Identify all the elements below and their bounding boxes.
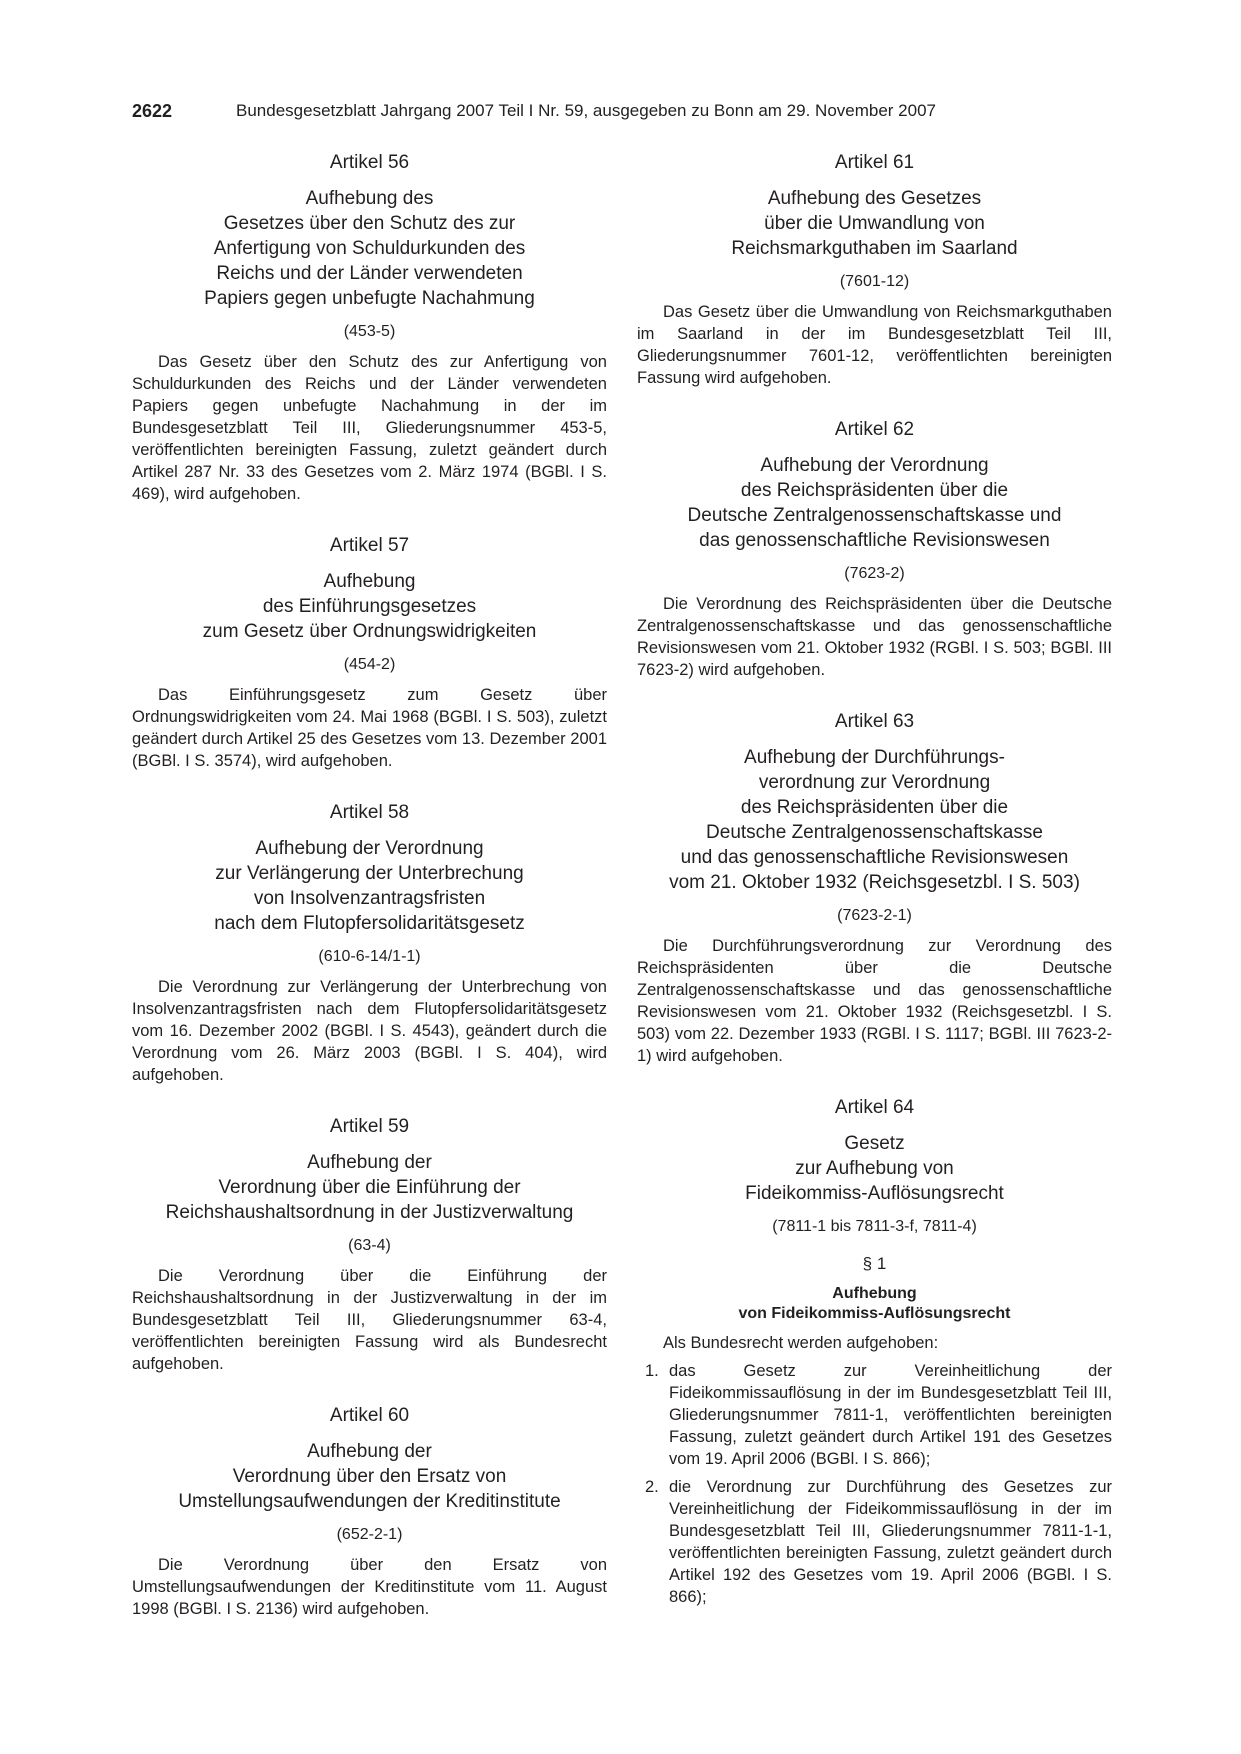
article-number: Artikel 59 bbox=[329, 1116, 410, 1137]
article-title-line: über die Umwandlung von bbox=[764, 213, 985, 234]
list-item-marker: 2. bbox=[645, 1478, 659, 1496]
article-title-line: Papiers gegen unbefugte Nachahmung bbox=[204, 288, 535, 309]
article-title-line: zur Verlängerung der Unterbrechung bbox=[215, 863, 524, 884]
article-title-line: Gesetzes über den Schutz des zur bbox=[223, 213, 516, 234]
article-60 bbox=[132, 1403, 607, 1620]
article-body: Das Einführungsgesetz zum Gesetz über Ordnungswidrigkeiten vom 24. Mai 1968 (BGBl. I S. 503), zuletzt geändert durch Artikel 25 des Gesetzes vom 13. Dezember 2001 (BGBl. I S. 3574), wird aufgehoben. bbox=[132, 686, 607, 770]
article-number: Artikel 60 bbox=[329, 1405, 410, 1426]
article-title bbox=[637, 745, 1112, 895]
article-title-line: Deutsche Zentralgenossenschaftskasse bbox=[706, 822, 1043, 843]
article-title-line: zum Gesetz über Ordnungswidrigkeiten bbox=[202, 621, 537, 642]
article-code: (63-4) bbox=[348, 1237, 391, 1254]
article-code: (7623-2) bbox=[844, 565, 905, 582]
article-title-line: verordnung zur Verordnung bbox=[758, 772, 991, 793]
article-title bbox=[132, 186, 607, 311]
section-title-line: Aufhebung bbox=[832, 1285, 917, 1302]
list-item bbox=[637, 1360, 1112, 1470]
article-title-line: zur Aufhebung von bbox=[795, 1158, 954, 1179]
article-title-line: Aufhebung der bbox=[307, 1152, 432, 1173]
article-title-line: und das genossenschaftliche Revisionswesen bbox=[680, 847, 1069, 868]
article-title-line: Reichs und der Länder verwendeten bbox=[216, 263, 523, 284]
article-body: Die Verordnung des Reichspräsidenten über die Deutsche Zentralgenossenschaftskasse und das genossenschaftliche Revisionswesen vom 21. Oktober 1932 (RGBl. I S. 503; BGBl. III 7623-2) wird aufgehoben. bbox=[637, 595, 1112, 679]
left-column bbox=[132, 150, 607, 1648]
article-title-line: Umstellungsaufwendungen der Kreditinstitute bbox=[178, 1491, 561, 1512]
article-title-line: Anfertigung von Schuldurkunden des bbox=[213, 238, 526, 259]
article-body: Die Verordnung über den Ersatz von Umstellungsaufwendungen der Kreditinstitute vom 11. August 1998 (BGBl. I S. 2136) wird aufgehoben. bbox=[132, 1556, 607, 1618]
list-item-marker: 1. bbox=[645, 1362, 659, 1380]
article-code: (7601-12) bbox=[839, 273, 910, 290]
article-56 bbox=[132, 150, 607, 505]
article-title-line: Aufhebung der Verordnung bbox=[255, 838, 484, 859]
enumeration-list bbox=[637, 1360, 1112, 1608]
article-number: Artikel 56 bbox=[329, 152, 410, 173]
article-57 bbox=[132, 533, 607, 772]
article-title bbox=[132, 1150, 607, 1225]
list-item-text: die Verordnung zur Durchführung des Gesetzes zur Vereinheitlichung der Fideikommissauflösung in der im Bundesgesetzblatt Teil III, Gliederungsnummer 7811-1-1, veröffentlichten bereinigten Fassung, zuletzt geändert durch Artikel 192 des Gesetzes vom 19. April 2006 (BGBl. I S. 866); bbox=[669, 1478, 1112, 1606]
list-item bbox=[637, 1476, 1112, 1608]
article-title bbox=[132, 569, 607, 644]
right-column bbox=[637, 150, 1112, 1636]
article-59 bbox=[132, 1114, 607, 1375]
article-61 bbox=[637, 150, 1112, 389]
article-title-line: Aufhebung der Verordnung bbox=[760, 455, 989, 476]
article-code: (652-2-1) bbox=[336, 1526, 403, 1543]
article-63 bbox=[637, 709, 1112, 1067]
article-title bbox=[637, 453, 1112, 553]
article-title-line: des Reichspräsidenten über die bbox=[740, 480, 1009, 501]
section-intro: Als Bundesrecht werden aufgehoben: bbox=[663, 1334, 939, 1352]
article-code: (610-6-14/1-1) bbox=[318, 948, 421, 965]
article-number: Artikel 61 bbox=[834, 152, 915, 173]
article-title-line: Gesetz bbox=[844, 1133, 905, 1154]
article-number: Artikel 63 bbox=[834, 711, 915, 732]
page-header bbox=[132, 100, 1012, 130]
article-number: Artikel 62 bbox=[834, 419, 915, 440]
article-title-line: Reichshaushaltsordnung in der Justizverwaltung bbox=[165, 1202, 574, 1223]
section-title-line: von Fideikommiss-Auflösungsrecht bbox=[738, 1305, 1011, 1322]
section-number: § 1 bbox=[862, 1254, 887, 1273]
article-58 bbox=[132, 800, 607, 1086]
article-title-line: nach dem Flutopfersolidaritätsgesetz bbox=[214, 913, 525, 934]
article-number: Artikel 64 bbox=[834, 1097, 915, 1118]
article-title bbox=[132, 836, 607, 936]
page-number: 2622 bbox=[132, 101, 173, 121]
article-title-line: von Insolvenzantragsfristen bbox=[253, 888, 486, 909]
article-64 bbox=[637, 1095, 1112, 1608]
article-body: Das Gesetz über die Umwandlung von Reichsmarkguthaben im Saarland in der im Bundesgesetzblatt Teil III, Gliederungsnummer 7601-12, veröffentlichten bereinigten Fassung wird aufgehoben. bbox=[637, 303, 1112, 387]
article-body: Die Durchführungsverordnung zur Verordnung des Reichspräsidenten über die Deutsche Zentralgenossenschaftskasse und das genossenschaftliche Revisionswesen vom 21. Oktober 1932 (Reichsgesetzbl. I S. 503) vom 22. Dezember 1933 (RGBl. I S. 1117; BGBl. III 7623-2-1) wird aufgehoben. bbox=[637, 937, 1112, 1065]
article-title-line: Verordnung über den Ersatz von bbox=[232, 1466, 507, 1487]
article-number: Artikel 57 bbox=[329, 535, 410, 556]
article-title-line: Verordnung über die Einführung der bbox=[218, 1177, 521, 1198]
article-title-line: Reichsmarkguthaben im Saarland bbox=[731, 238, 1018, 259]
article-title-line: Fideikommiss-Auflösungsrecht bbox=[745, 1183, 1004, 1204]
article-title bbox=[637, 186, 1112, 261]
article-title bbox=[637, 1131, 1112, 1206]
article-title-line: Aufhebung bbox=[323, 571, 416, 592]
article-title-line: das genossenschaftliche Revisionswesen bbox=[699, 530, 1050, 551]
article-62 bbox=[637, 417, 1112, 681]
article-title-line: Aufhebung der Durchführungs- bbox=[744, 747, 1005, 768]
list-item-text: das Gesetz zur Vereinheitlichung der Fideikommissauflösung in der im Bundesgesetzblatt Teil III, Gliederungsnummer 7811-1, veröffentlichten bereinigten Fassung, zuletzt geändert durch Artikel 191 des Gesetzes vom 19. April 2006 (BGBl. I S. 866); bbox=[669, 1362, 1112, 1468]
article-title-line: des Reichspräsidenten über die bbox=[740, 797, 1009, 818]
article-title-line: des Einführungsgesetzes bbox=[262, 596, 477, 617]
article-code: (453-5) bbox=[343, 323, 396, 340]
article-code: (7811-1 bis 7811-3-f, 7811-4) bbox=[772, 1218, 977, 1235]
article-title-line: Deutsche Zentralgenossenschaftskasse und bbox=[687, 505, 1062, 526]
article-title bbox=[132, 1439, 607, 1514]
article-code: (454-2) bbox=[343, 656, 396, 673]
article-body: Die Verordnung zur Verlängerung der Unterbrechung von Insolvenzantragsfristen nach dem Flutopfersolidaritätsgesetz vom 16. Dezember 2002 (BGBl. I S. 4543), geändert durch die Verordnung vom 26. März 2003 (BGBl. I S. 404), wird aufgehoben. bbox=[132, 978, 607, 1084]
article-number: Artikel 58 bbox=[329, 802, 410, 823]
running-title: Bundesgesetzblatt Jahrgang 2007 Teil I Nr. 59, ausgegeben zu Bonn am 29. November 2007 bbox=[236, 101, 936, 120]
article-title-line: Aufhebung der bbox=[307, 1441, 432, 1462]
article-title-line: vom 21. Oktober 1932 (Reichsgesetzbl. I S. 503) bbox=[669, 872, 1080, 893]
section-title bbox=[637, 1284, 1112, 1324]
article-title-line: Aufhebung des bbox=[305, 188, 434, 209]
article-title-line: Aufhebung des Gesetzes bbox=[767, 188, 982, 209]
article-code: (7623-2-1) bbox=[837, 907, 912, 924]
article-body: Das Gesetz über den Schutz des zur Anfertigung von Schuldurkunden des Reichs und der Länder verwendeten Papiers gegen unbefugte Nachahmung in der im Bundesgesetzblatt Teil III, Gliederungsnummer 453-5, veröffentlichten bereinigten Fassung, zuletzt geändert durch Artikel 287 Nr. 33 des Gesetzes vom 2. März 1974 (BGBl. I S. 469), wird aufgehoben. bbox=[132, 353, 607, 503]
article-body: Die Verordnung über die Einführung der Reichshaushaltsordnung in der Justizverwaltung in der im Bundesgesetzblatt Teil III, Gliederungsnummer 63-4, veröffentlichten bereinigten Fassung wird als Bundesrecht aufgehoben. bbox=[132, 1267, 607, 1373]
